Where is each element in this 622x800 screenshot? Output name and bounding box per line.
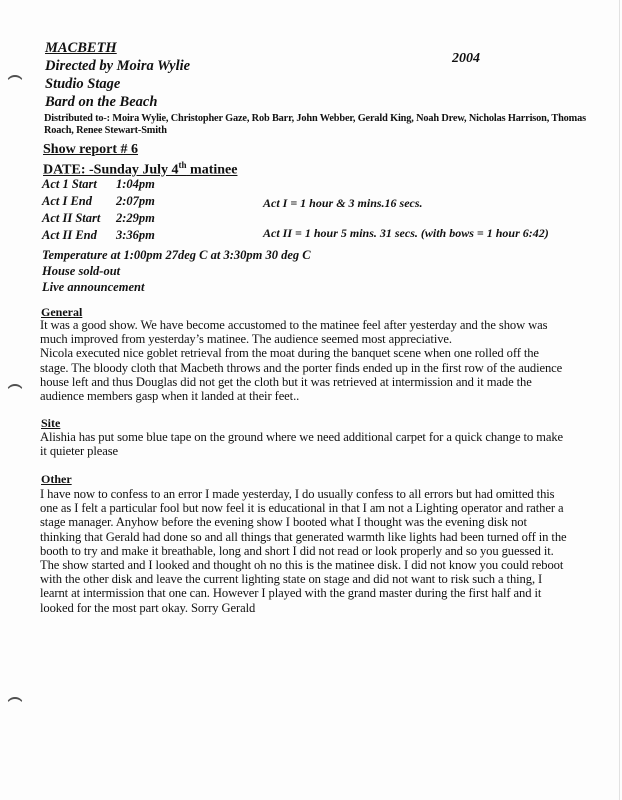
act-times-table: [42, 176, 155, 244]
site-heading: Site: [41, 416, 61, 430]
announcement-note: Live announcement: [42, 280, 145, 294]
hole-punch-icon: [6, 75, 24, 93]
site-text: Alishia has put some blue tape on the ground where we need additional carpet for a quick change to make it quieter please: [40, 430, 564, 459]
director-line: Directed by Moira Wylie: [45, 58, 191, 74]
show-report-number: Show report # 6: [43, 142, 139, 157]
house-note: House sold-out: [42, 264, 121, 278]
act1-duration: Act I = 1 hour & 3 mins.16 secs.: [263, 196, 423, 210]
venue-line: Studio Stage: [45, 76, 121, 92]
act-time-value: 3:36pm: [116, 228, 155, 242]
year: 2004: [452, 51, 480, 66]
act-time-label: Act II Start: [42, 211, 101, 225]
act-time-row: [42, 176, 155, 193]
act-time-value: 2:07pm: [116, 194, 155, 208]
hole-punch-icon: [6, 697, 24, 715]
general-heading: General: [41, 305, 83, 319]
act-time-label: Act 1 Start: [42, 177, 97, 191]
other-text: I have now to confess to an error I made yesterday, I do usually confess to all errors but had omitted this one as I felt a particular fool but now feel it is educational in that I am not a Lighting operator and rather a stage manager. Anyhow before the evening show I booted what I thought was the evening disk not thinking that Gerald had done so and all things that generated warmth like lights had been turned off in the booth to try and make it breathable, long and short I did not read or look properly and so you guessed it. The show started and I looked and thought oh no this is the matinee disk. I did not know you could reboot with the other disk and leave the current lighting state on stage and did not want to risk such a thing, I learnt at intermission that one can. However I played with the grand master during the first half and it looked for the most part okay. Sorry Gerald: [40, 487, 567, 615]
page-edge-line: [619, 0, 620, 800]
act-time-label: Act II End: [42, 228, 97, 242]
temperature-note: Temperature at 1:00pm 27deg C at 3:30pm 30 deg C: [42, 248, 311, 262]
date-ordinal: th: [178, 160, 187, 170]
act-time-value: 2:29pm: [116, 211, 155, 225]
act-time-row: [42, 210, 155, 227]
company-line: Bard on the Beach: [45, 94, 158, 110]
hole-punch-icon: [6, 384, 24, 402]
other-heading: Other: [41, 472, 72, 486]
distribution-list: Distributed to-: Moira Wylie, Christopher Gaze, Rob Barr, John Webber, Gerald King, Noah Drew, Nicholas Harrison, Thomas Roach, Renee Stewart-Smith: [44, 113, 586, 136]
act-time-row: [42, 227, 155, 244]
act-time-label: Act I End: [42, 194, 93, 208]
show-notes: [42, 247, 311, 295]
act-time-row: [42, 193, 155, 210]
general-text: It was a good show. We have become accustomed to the matinee feel after yesterday and the show was much improved from yesterday’s matinee. The audience seemed most appreciative. Nicola executed nice goblet retrieval from the moat during the banquet scene when one rolled off the stage. The bloody cloth that Macbeth throws and the porter finds ended up in the first row of the audience house left and thus Douglas did not get the cloth but it was retrieved at intermission and it made the audience members gasp when it landed at their feet..: [40, 318, 563, 404]
play-title: MACBETH: [45, 40, 117, 56]
act2-duration: Act II = 1 hour 5 mins. 31 secs. (with bows = 1 hour 6:42): [263, 226, 549, 240]
date-prefix: DATE: -Sunday July 4: [43, 162, 179, 178]
date-suffix: matinee: [186, 162, 238, 178]
act-time-value: 1:04pm: [116, 177, 155, 191]
